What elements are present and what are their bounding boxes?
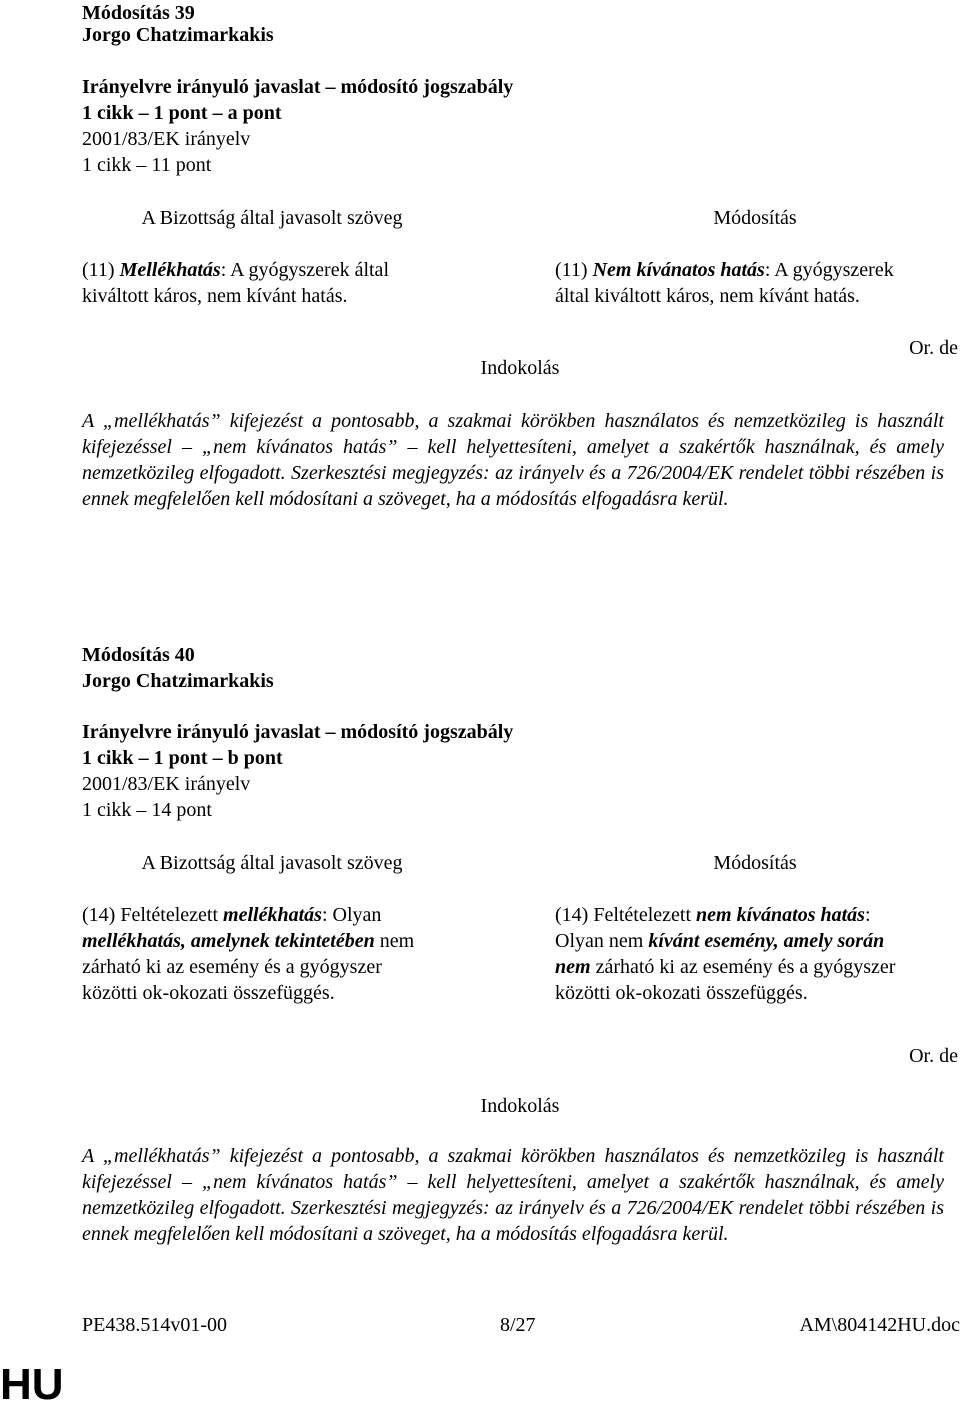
commission-text-line: (11) Mellékhatás: A gyógyszerek által <box>82 259 389 281</box>
commission-text-line: (14) Feltételezett mellékhatás: Olyan <box>82 904 382 926</box>
amendment-text-line: Olyan nem kívánt esemény, amely során <box>555 930 885 952</box>
amendment-heading: Módosítás 39 <box>82 2 195 24</box>
commission-text-line: közötti ok-okozati összefüggés. <box>82 982 335 1004</box>
column-header-amendment: Módosítás <box>713 852 797 874</box>
commission-text-line: kiváltott káros, nem kívánt hatás. <box>82 285 348 307</box>
amendment-text-line: által kiváltott káros, nem kívánt hatás. <box>555 285 860 307</box>
amendment-text-line: nem zárható ki az esemény és a gyógyszer <box>555 956 896 978</box>
footer-page-number: 8/27 <box>500 1314 536 1336</box>
column-header-amendment: Módosítás <box>713 207 797 229</box>
proposal-article: 1 cikk – 1 pont – a pont <box>82 102 282 124</box>
column-header-commission: A Bizottság által javasolt szöveg <box>141 852 403 874</box>
amendment-author: Jorgo Chatzimarkakis <box>82 24 274 46</box>
language-code: HU <box>0 1360 64 1409</box>
amendment-author: Jorgo Chatzimarkakis <box>82 670 274 692</box>
footer-reference: PE438.514v01-00 <box>82 1314 227 1336</box>
proposal-title: Irányelvre irányuló javaslat – módosító jogszabály <box>82 721 514 743</box>
directive-ref: 2001/83/EK irányelv <box>82 773 251 795</box>
proposal-title: Irányelvre irányuló javaslat – módosító jogszabály <box>82 76 514 98</box>
directive-article: 1 cikk – 11 pont <box>82 154 212 176</box>
justification-text: A „mellékhatás” kifejezést a pontosabb, a szakmai körökben használatos és nemzetközileg is használt kifejezéssel – „nem kívánatos hatás” – kell helyettesíteni, amelyet a szakértők használnak, és amely nemzetközileg elfogadott. Szerkesztési megjegyzés: az irányelv és a 726/2004/EK rendelet többi részében is ennek megfelelően kell módosítani a szöveget, ha a módosítás elfogadásra kerül. <box>82 1145 944 1245</box>
amendment-text-line: közötti ok-okozati összefüggés. <box>555 982 808 1004</box>
commission-text-line: mellékhatás, amelynek tekintetében nem <box>82 930 415 952</box>
column-header-commission: A Bizottság által javasolt szöveg <box>141 207 403 229</box>
original-language: Or. de <box>909 337 958 359</box>
original-language: Or. de <box>909 1045 958 1067</box>
directive-article: 1 cikk – 14 pont <box>82 799 212 821</box>
justification-title: Indokolás <box>480 357 560 379</box>
commission-text-line: zárható ki az esemény és a gyógyszer <box>82 956 382 978</box>
amendment-text-line: (14) Feltételezett nem kívánatos hatás: <box>555 904 871 926</box>
justification-text: A „mellékhatás” kifejezést a pontosabb, a szakmai körökben használatos és nemzetközileg is használt kifejezéssel – „nem kívánatos hatás” – kell helyettesíteni, amelyet a szakértők használnak, és amely nemzetközileg elfogadott. Szerkesztési megjegyzés: az irányelv és a 726/2004/EK rendelet többi részében is ennek megfelelően kell módosítani a szöveget, ha a módosítás elfogadásra kerül. <box>82 410 944 510</box>
amendment-heading: Módosítás 40 <box>82 644 195 666</box>
amendment-text-line: (11) Nem kívánatos hatás: A gyógyszerek <box>555 259 894 281</box>
proposal-article: 1 cikk – 1 pont – b pont <box>82 747 283 769</box>
footer-document-name: AM\804142HU.doc <box>799 1314 960 1336</box>
justification-title: Indokolás <box>480 1095 560 1117</box>
directive-ref: 2001/83/EK irányelv <box>82 128 251 150</box>
